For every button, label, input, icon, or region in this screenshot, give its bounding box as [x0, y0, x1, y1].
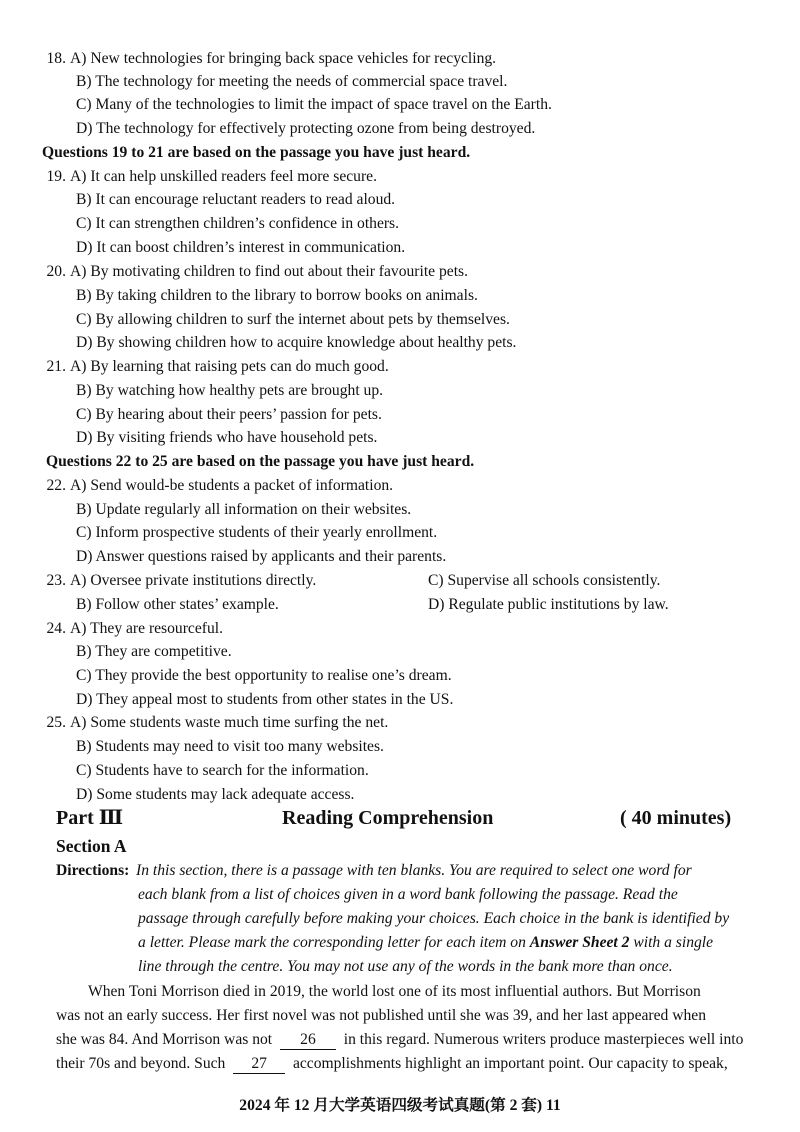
directions-text: with a single: [629, 934, 714, 951]
option-c: C) It can strengthen children’s confidence in others.: [76, 215, 400, 232]
option-a: A) It can help unskilled readers feel more secure.: [70, 168, 377, 185]
directions-line: In this section, there is a passage with ten blanks. You are required to select one word for: [136, 862, 692, 879]
option-b: B) Update regularly all information on their websites.: [76, 501, 412, 518]
option-c: C) By hearing about their peers’ passion for pets.: [76, 406, 382, 423]
option-a: A) By motivating children to find out about their favourite pets.: [70, 263, 468, 280]
option-b: B) By taking children to the library to borrow books on animals.: [76, 287, 478, 304]
directions-label: Directions:: [56, 862, 130, 879]
option-b: B) Students may need to visit too many websites.: [76, 738, 384, 755]
section-title: Section A: [56, 836, 127, 856]
passage-text: she was 84. And Morrison was not: [56, 1031, 273, 1048]
page-footer: 2024 年 12 月大学英语四级考试真题(第 2 套) 11: [239, 1097, 561, 1114]
option-c: C) By allowing children to surf the internet about pets by themselves.: [76, 311, 510, 328]
option-d: D) They appeal most to students from other states in the US.: [76, 691, 454, 708]
option-a: A) By learning that raising pets can do much good.: [70, 358, 389, 375]
question-number: 25.: [46, 714, 66, 731]
question-number: 19.: [46, 168, 66, 185]
passage-line: [56, 1055, 728, 1074]
part-title: Reading Comprehension: [282, 807, 494, 829]
passage-text: their 70s and beyond. Such: [56, 1055, 226, 1072]
question-number: 22.: [46, 477, 66, 494]
directions-text: a letter. Please mark the corresponding letter for each item on: [138, 934, 530, 951]
option-a: A) New technologies for bringing back space vehicles for recycling.: [70, 50, 497, 67]
option-d: D) Regulate public institutions by law.: [428, 596, 669, 613]
passage-line: was not an early success. Her first novel was not published until she was 39, and her last appeared when: [56, 1007, 706, 1024]
question-number: 18.: [46, 50, 66, 67]
question-group-heading: Questions 22 to 25 are based on the passage you have just heard.: [46, 453, 475, 470]
option-c: C) Many of the technologies to limit the impact of space travel on the Earth.: [76, 96, 552, 113]
option-d: D) Answer questions raised by applicants and their parents.: [76, 548, 447, 565]
option-b: B) Follow other states’ example.: [76, 596, 279, 613]
option-d: D) The technology for effectively protecting ozone from being destroyed.: [76, 120, 536, 137]
option-a: A) They are resourceful.: [70, 620, 223, 637]
passage-line: When Toni Morrison died in 2019, the world lost one of its most influential authors. But Morrison: [88, 983, 701, 1000]
option-a: A) Send would-be students a packet of information.: [70, 477, 394, 494]
question-number: 23.: [46, 572, 66, 589]
option-c: C) Supervise all schools consistently.: [428, 572, 661, 589]
question-number: 21.: [46, 358, 66, 375]
directions-line: [138, 934, 713, 952]
option-d: D) By visiting friends who have household pets.: [76, 429, 378, 446]
directions-line: each blank from a list of choices given in a word bank following the passage. Read the: [138, 886, 678, 903]
blank-26[interactable]: 26: [280, 1031, 336, 1050]
option-a: A) Oversee private institutions directly.: [70, 572, 317, 589]
question-group-heading: Questions 19 to 21 are based on the passage you have just heard.: [42, 144, 471, 161]
option-c: C) Inform prospective students of their yearly enrollment.: [76, 524, 438, 541]
question-number: 24.: [46, 620, 66, 637]
option-b: B) They are competitive.: [76, 643, 232, 660]
answer-sheet-label: Answer Sheet 2: [529, 934, 630, 951]
option-b: B) It can encourage reluctant readers to read aloud.: [76, 191, 396, 208]
passage-text: in this regard. Numerous writers produce masterpieces well into: [343, 1031, 744, 1048]
option-d: D) By showing children how to acquire knowledge about healthy pets.: [76, 334, 517, 351]
blank-27[interactable]: 27: [233, 1055, 285, 1074]
directions-line: passage through carefully before making your choices. Each choice in the bank is identified by: [138, 910, 730, 927]
directions-line: line through the centre. You may not use any of the words in the bank more than once.: [138, 958, 673, 975]
part-time: ( 40 minutes): [620, 807, 732, 829]
option-c: C) Students have to search for the information.: [76, 762, 369, 779]
part-label: Part Ⅲ: [56, 807, 124, 829]
option-b: B) By watching how healthy pets are brought up.: [76, 382, 384, 399]
passage-line: [56, 1031, 743, 1050]
option-a: A) Some students waste much time surfing the net.: [70, 714, 389, 731]
option-c: C) They provide the best opportunity to realise one’s dream.: [76, 667, 452, 684]
option-d: D) Some students may lack adequate access.: [76, 786, 355, 803]
option-b: B) The technology for meeting the needs of commercial space travel.: [76, 73, 508, 90]
passage-text: accomplishments highlight an important point. Our capacity to speak,: [292, 1055, 728, 1072]
question-number: 20.: [46, 263, 66, 280]
option-d: D) It can boost children’s interest in communication.: [76, 239, 406, 256]
